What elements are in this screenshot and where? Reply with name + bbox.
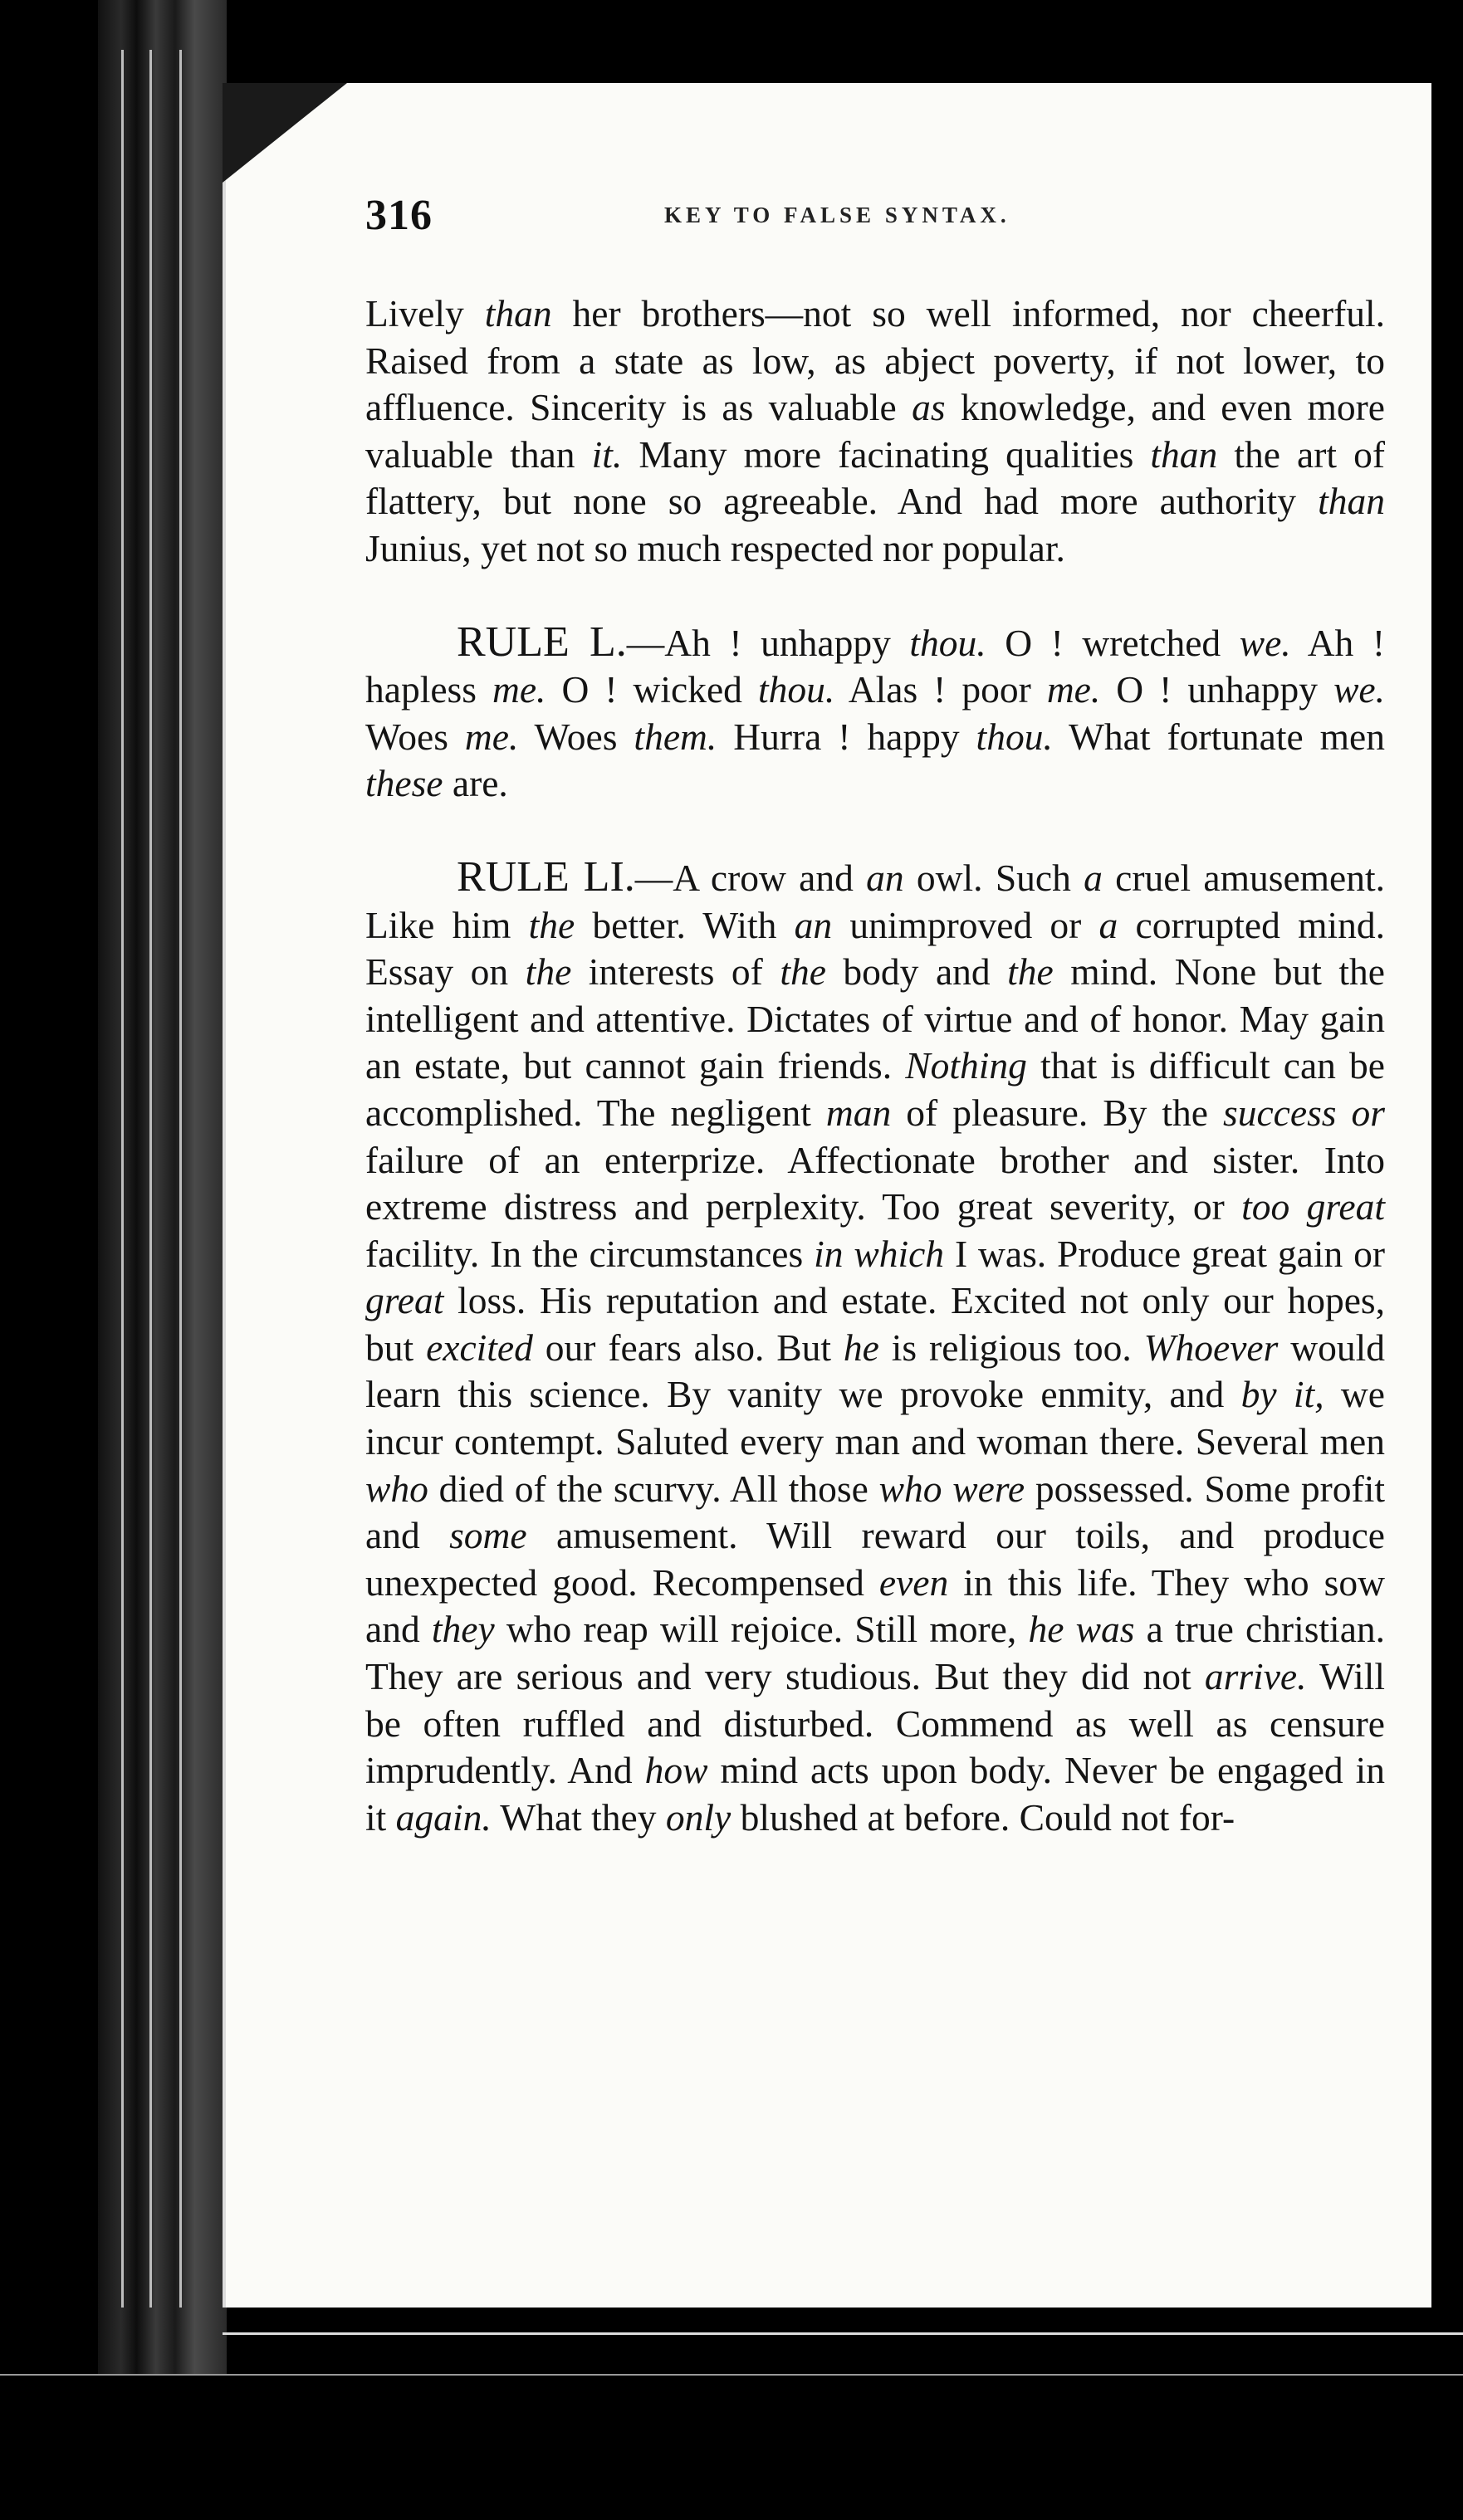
text-run: facility. In the circumstances [365, 1232, 815, 1275]
text-run: mind acts upon body. Never be engaged in it [365, 1749, 1385, 1839]
italic-text-run: in which [814, 1232, 945, 1275]
text-run: cruel amusement. Like him [365, 856, 1385, 946]
italic-text-run: the [1007, 950, 1054, 994]
text-run: interests of [571, 950, 780, 994]
italic-text-run: me. [1046, 668, 1101, 711]
text-run: What fortunate men [1052, 715, 1385, 758]
text-run: died of the scurvy. All those [428, 1467, 879, 1510]
italic-text-run: excited [426, 1326, 533, 1369]
text-run: that is difficult can be accomplished. The negligent [365, 1044, 1385, 1134]
text-run: knowledge, and even more valuable than [365, 386, 1385, 476]
italic-text-run: thou. [757, 668, 835, 711]
running-head: KEY TO FALSE SYNTAX. [664, 203, 1010, 227]
italic-text-run: great [365, 1279, 444, 1322]
italic-text-run: than [1318, 480, 1385, 523]
rule-li-paragraph [365, 854, 1385, 1841]
rule-label: RULE L. [457, 618, 627, 666]
text-run: Lively [365, 292, 485, 335]
text-run: possessed. Some profit and [365, 1467, 1385, 1557]
continuation-paragraph [365, 291, 1385, 573]
italic-text-run: me. [492, 668, 546, 711]
text-run: Alas ! poor [834, 668, 1047, 711]
scan-edge-line [223, 2332, 1463, 2335]
italic-text-run: the [525, 950, 572, 994]
binding-edge-line [149, 50, 152, 2308]
text-run: Will be often ruffled and disturbed. Commend as well as censure imprudently. And [365, 1655, 1385, 1792]
text-run: Hurra ! happy [717, 715, 976, 758]
text-run: Junius, yet not so much respected nor popular. [365, 526, 1065, 569]
text-run: of pleasure. By the [891, 1091, 1224, 1134]
text-run: corrupted mind. Essay on [365, 903, 1385, 994]
text-run: I was. Produce great gain or [944, 1232, 1386, 1275]
text-run: failure of an enterprize. Affectionate brother and sister. Into extreme distress and perplexity. Too great severity, or [365, 1138, 1385, 1228]
text-run: loss. His reputation and estate. Excited not only our hopes, but [365, 1279, 1385, 1369]
italic-text-run: thou. [976, 715, 1053, 758]
italic-text-run: as [912, 386, 946, 429]
italic-text-run: who were [878, 1467, 1025, 1510]
text-run: would learn this science. By vanity we provoke enmity, and [365, 1326, 1385, 1416]
torn-page-corner [223, 83, 347, 183]
text-run: the art of flattery, but none so agreeable. And had more authority [365, 432, 1385, 523]
text-run: O ! wicked [546, 668, 758, 711]
italic-text-run: again. [395, 1795, 492, 1839]
italic-text-run: by it, [1240, 1373, 1324, 1416]
italic-text-run: the [528, 903, 575, 946]
italic-text-run: Nothing [905, 1044, 1027, 1087]
italic-text-run: we. [1333, 668, 1385, 711]
text-run: unimproved or [832, 903, 1099, 946]
text-run: who reap will rejoice. Still more, [494, 1608, 1029, 1651]
italic-text-run: he [843, 1326, 879, 1369]
italic-text-run: than [484, 292, 552, 335]
page-number: 316 [365, 192, 433, 239]
italic-text-run: too great [1241, 1185, 1386, 1228]
text-run: body and [825, 950, 1008, 994]
page-header [365, 191, 1378, 257]
italic-text-run: success or [1223, 1091, 1385, 1134]
italic-text-run: we. [1239, 621, 1291, 664]
italic-text-run: it. [591, 432, 623, 476]
italic-text-run: some [449, 1514, 527, 1557]
text-run: in this life. They who sow and [365, 1560, 1385, 1651]
text-run: better. With [575, 903, 795, 946]
italic-text-run: man [825, 1091, 892, 1134]
italic-text-run: an [866, 856, 904, 899]
italic-text-run: how [644, 1749, 708, 1792]
italic-text-run: a [1084, 856, 1103, 899]
italic-text-run: these [365, 762, 443, 805]
text-run: —A crow and [634, 856, 867, 899]
text-run: O ! unhappy [1100, 668, 1334, 711]
book-page [223, 83, 1431, 2308]
text-run: mind. None but the intelligent and attentive. Dictates of virtue and of honor. May gain an estate, but cannot gain friends. [365, 950, 1385, 1087]
text-run: Many more facinating qualities [622, 432, 1151, 476]
italic-text-run: even [878, 1560, 949, 1604]
italic-text-run: Whoever [1143, 1326, 1279, 1369]
text-run: we incur contempt. Saluted every man and woman there. Several men [365, 1373, 1385, 1463]
text-run: a true christian. They are serious and very studious. But they did not [365, 1608, 1386, 1698]
text-run: —Ah ! unhappy [626, 621, 910, 664]
rule-l-paragraph [365, 619, 1385, 808]
italic-text-run: me. [464, 715, 519, 758]
italic-text-run: them. [634, 715, 717, 758]
book-binding [98, 0, 227, 2374]
text-run: owl. Such [903, 856, 1084, 899]
italic-text-run: thou. [909, 621, 986, 664]
text-run: our fears also. But [532, 1326, 844, 1369]
italic-text-run: who [365, 1467, 428, 1510]
text-run: O ! wretched [986, 621, 1240, 664]
italic-text-run: the [780, 950, 826, 994]
scan-edge-line [0, 2374, 1463, 2376]
text-run: are. [443, 762, 508, 805]
italic-text-run: he was [1028, 1608, 1135, 1651]
italic-text-run: they [431, 1608, 495, 1651]
text-run: is religious too. [878, 1326, 1144, 1369]
body-text [365, 291, 1385, 1841]
text-run: Woes [518, 715, 634, 758]
binding-edge-line [121, 50, 124, 2308]
text-run: What they [491, 1795, 666, 1839]
italic-text-run: a [1098, 903, 1118, 946]
text-run: amusement. Will reward our toils, and produce unexpected good. Recompensed [365, 1514, 1385, 1604]
text-run: blushed at before. Could not for- [731, 1795, 1235, 1839]
italic-text-run: an [794, 903, 833, 946]
text-run: her brothers—not so well informed, nor cheerful. Raised from a state as low, as abject poverty, if not lower, to affluence. Sincerity is as valuable [365, 292, 1386, 429]
text-run: Woes [365, 715, 465, 758]
text-run: Ah ! hapless [365, 621, 1386, 711]
binding-edge-line [179, 50, 182, 2308]
italic-text-run: than [1150, 432, 1218, 476]
italic-text-run: only [665, 1795, 732, 1839]
rule-label: RULE LI. [457, 852, 635, 901]
italic-text-run: arrive. [1204, 1655, 1307, 1698]
